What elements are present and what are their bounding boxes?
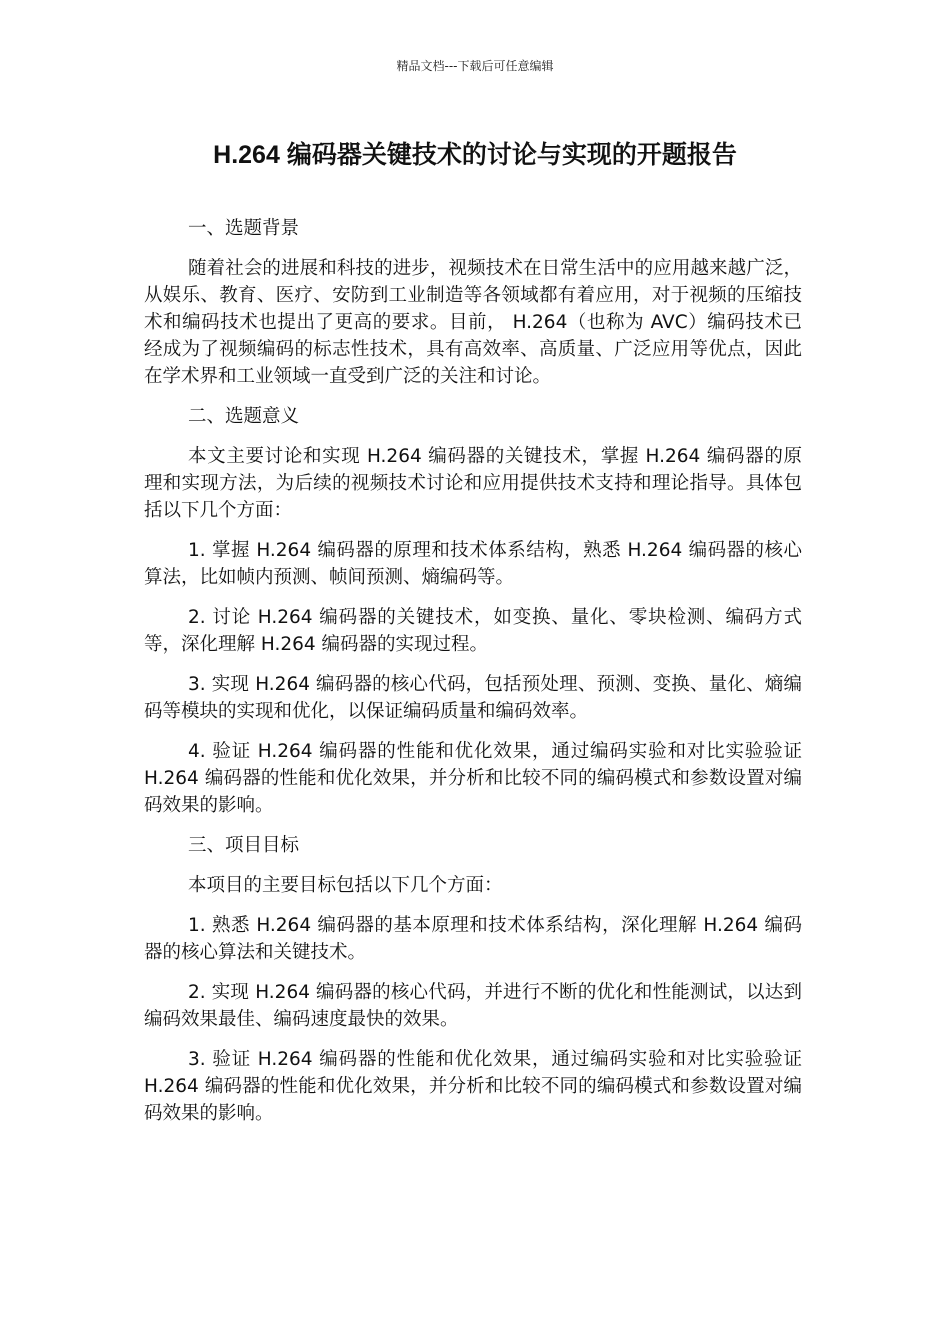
list-item: 3. 验证 H.264 编码器的性能和优化效果，通过编码实验和对比实验验证 H.264 编码器的性能和优化效果，并分析和比较不同的编码模式和参数设置对编码效果的影响。 <box>144 1049 802 1124</box>
list-item: 2. 讨论 H.264 编码器的关键技术，如变换、量化、零块检测、编码方式等，深化理解 H.264 编码器的实现过程。 <box>144 607 802 655</box>
list-item: 1. 熟悉 H.264 编码器的基本原理和技术体系结构，深化理解 H.264 编码器的核心算法和关键技术。 <box>144 915 802 963</box>
paragraph-background: 随着社会的进展和科技的进步，视频技术在日常生活中的应用越来越广泛，从娱乐、教育、医疗、安防到工业制造等各领域都有着应用，对于视频的压缩技术和编码技术也提出了更高的要求。目前， H.264（也称为 AVC）编码技术已经成为了视频编码的标志性技术，具有高效率、高质量、广泛应用等优点，因此在学术界和工业领域一直受到广泛的关注和讨论。 <box>144 258 802 387</box>
page-header: 精品文档---下载后可任意编辑 <box>396 59 554 73</box>
list-item: 2. 实现 H.264 编码器的核心代码，并进行不断的优化和性能测试，以达到编码效果最佳、编码速度最快的效果。 <box>144 982 802 1030</box>
list-item: 4. 验证 H.264 编码器的性能和优化效果，通过编码实验和对比实验验证 H.264 编码器的性能和优化效果，并分析和比较不同的编码模式和参数设置对编码效果的影响。 <box>144 741 802 816</box>
list-item: 1. 掌握 H.264 编码器的原理和技术体系结构，熟悉 H.264 编码器的核心算法，比如帧内预测、帧间预测、熵编码等。 <box>144 540 802 588</box>
list-item: 3. 实现 H.264 编码器的核心代码，包括预处理、预测、变换、量化、熵编码等模块的实现和优化，以保证编码质量和编码效率。 <box>144 674 802 722</box>
paragraph-significance-intro: 本文主要讨论和实现 H.264 编码器的关键技术，掌握 H.264 编码器的原理和实现方法，为后续的视频技术讨论和应用提供技术支持和理论指导。具体包括以下几个方面： <box>144 446 802 521</box>
section-heading-background: 一、选题背景 <box>188 218 300 239</box>
document-body <box>144 215 802 1140</box>
section-heading-objectives: 三、项目目标 <box>188 835 300 856</box>
paragraph-objectives-intro: 本项目的主要目标包括以下几个方面： <box>188 875 503 896</box>
section-heading-significance: 二、选题意义 <box>188 406 300 427</box>
document-title: H.264 编码器关键技术的讨论与实现的开题报告 <box>213 141 737 169</box>
